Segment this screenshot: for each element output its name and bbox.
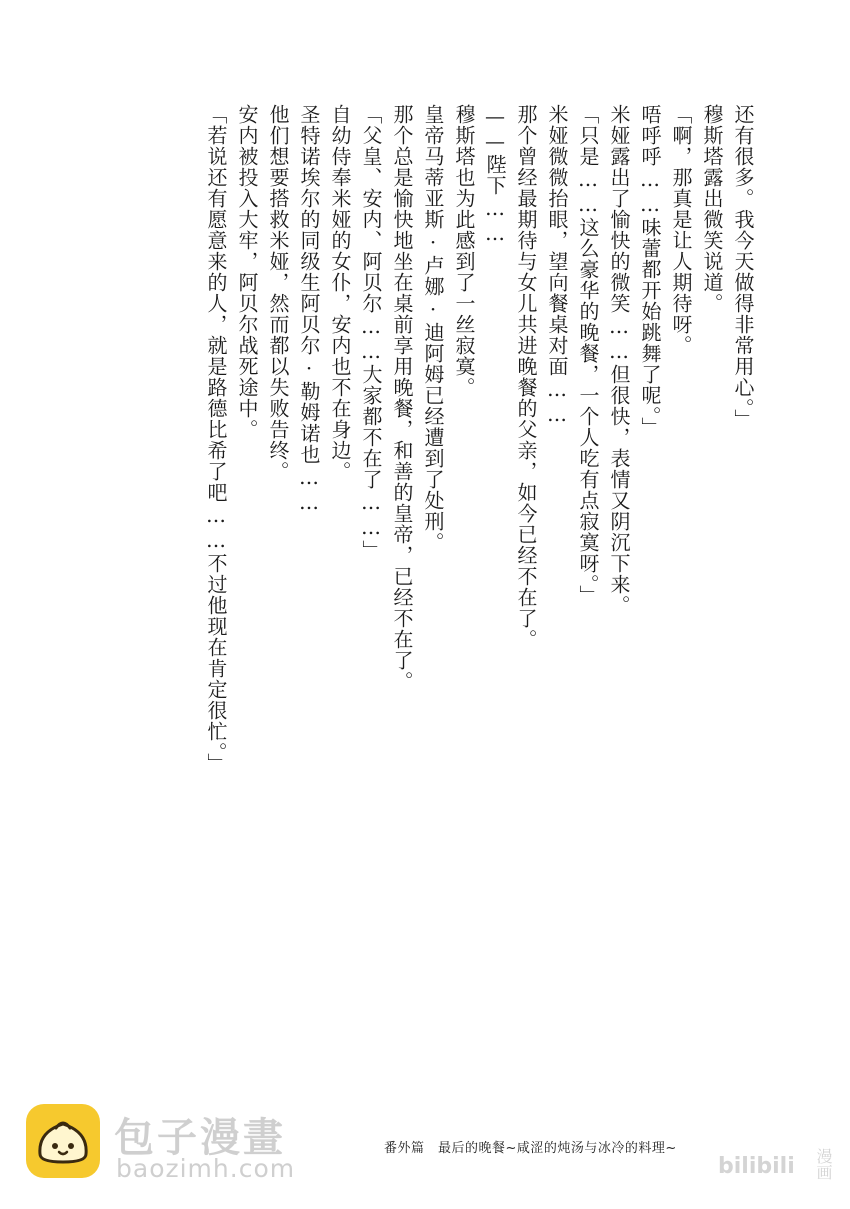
text-line-16: 他们想要搭救米娅，然而都以失败告终。 bbox=[266, 104, 290, 482]
bilibili-manhua-label: 漫画 bbox=[814, 1148, 833, 1180]
baozi-bun-icon bbox=[26, 1104, 100, 1178]
vertical-text-body bbox=[200, 104, 758, 774]
text-line-12: 那个总是愉快地坐在桌前享用晚餐，和善的皇帝，已经不在了。 bbox=[390, 104, 414, 692]
watermark-title: 包子漫畫 bbox=[114, 1115, 286, 1161]
text-line-3: 「啊，那真是让人期待呀。 bbox=[669, 104, 693, 356]
text-line-18: 「若说还有愿意来的人，就是路德比希了吧……不过他现在肯定很忙。」 bbox=[204, 104, 228, 774]
text-line-8: 那个曾经最期待与女儿共进晚餐的父亲，如今已经不在了。 bbox=[514, 104, 538, 650]
watermark-url: baozimh.com bbox=[116, 1154, 296, 1183]
text-line-5: 米娅露出了愉快的微笑……但很快，表情又阴沉下来。 bbox=[607, 104, 631, 616]
text-line-10: 穆斯塔也为此感到了一丝寂寞。 bbox=[452, 104, 476, 398]
text-line-4: 唔呼呼……味蕾都开始跳舞了呢。」 bbox=[638, 104, 662, 438]
text-line-15: 圣特诺埃尔的同级生阿贝尔·勒姆诺也…… bbox=[297, 104, 321, 515]
text-line-1: 还有很多。我今天做得非常用心。」 bbox=[731, 104, 755, 430]
bilibili-watermark bbox=[718, 1146, 838, 1192]
text-line-14: 自幼侍奉米娅的女仆，安内也不在身边。 bbox=[328, 104, 352, 482]
text-line-7: 米娅微微抬眼，望向餐桌对面…… bbox=[545, 104, 569, 427]
text-line-13: 「父皇、安内、阿贝尔……大家都不在了……」 bbox=[359, 104, 383, 561]
baozimh-watermark bbox=[26, 1104, 336, 1188]
text-line-6: 「只是……这么豪华的晚餐，一个人吃有点寂寞呀。」 bbox=[576, 104, 600, 606]
text-line-11: 皇帝马蒂亚斯·卢娜·迪阿姆已经遭到了处刑。 bbox=[421, 104, 445, 553]
text-line-2: 穆斯塔露出微笑说道。 bbox=[700, 104, 724, 314]
text-line-9: ——陛下…… bbox=[483, 104, 507, 246]
chapter-title: 番外篇 最后的晚餐~咸涩的炖汤与冰冷的料理~ bbox=[384, 1141, 677, 1156]
bilibili-logo-text: bilibili bbox=[718, 1154, 795, 1179]
text-line-17: 安内被投入大牢，阿贝尔战死途中。 bbox=[235, 104, 259, 440]
